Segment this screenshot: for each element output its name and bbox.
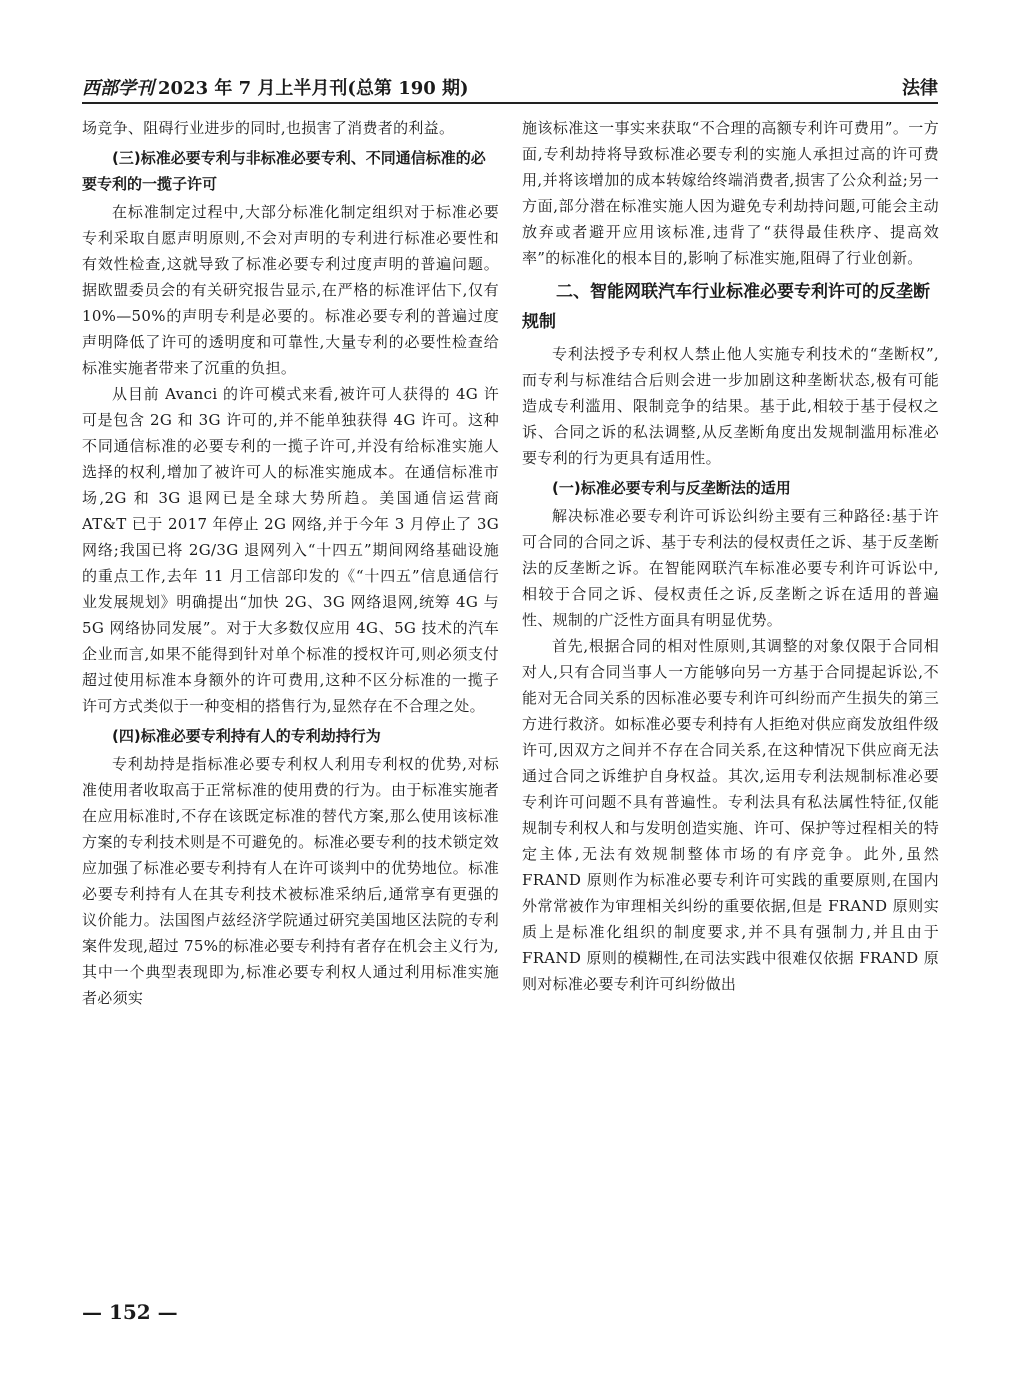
paragraph: 专利法授予专利权人禁止他人实施专利技术的“垄断权”,而专利与标准结合后则会进一步加剧这种垄断状态,极有可能造成专利滥用、限制竞争的结果。基于此,相较于基于侵权之诉、合同之诉的私法调整,从反垄断角度出发规制滥用标准必要专利的行为更具有适用性。 <box>522 345 939 467</box>
paragraph: 首先,根据合同的相对性原则,其调整的对象仅限于合同相对人,只有合同当事人一方能够向另一方基于合同提起诉讼,不能对无合同关系的因标准必要专利许可纠纷而产生损失的第三方进行救济。如标准必要专利持有人拒绝对供应商发放组件级许可,因双方之间并不存在合同关系,在这种情况下供应商无法通过合同之诉维护自身权益。其次,运用专利法规制标准必要专利许可问题不具有普遍性。专利法具有私法属性特征,仅能规制专利权人和与发明创造实施、许可、保护等过程相关的特定主体,无法有效规制整体市场的有序竞争。此外,虽然 FRAND 原则作为标准必要专利许可实践的重要原则,在国内外常常被作为审理相关纠纷的重要依据,但是 FRAND 原则实质上是标准化组织的制度要求,并不具有强制力,并且由于 FRAND 原则的模糊性,在司法实践中很难仅依据 FRAND 原则对标准必要专利许可纠纷做出 <box>522 637 939 993</box>
issue-info: 2023 年 7 月上半月刊(总第 190 期) <box>158 78 469 99</box>
section-label: 法律 <box>902 78 938 99</box>
running-header <box>82 72 938 104</box>
subsection-heading: (四)标准必要专利持有人的专利劫持行为 <box>112 727 381 745</box>
journal-logo: 西部学刊 <box>82 78 154 99</box>
section-heading: 二、智能网联汽车行业标准必要专利许可的反垄断规制 <box>522 282 930 332</box>
paragraph: 从目前 Avanci 的许可模式来看,被许可人获得的 4G 许可是包含 2G 和 3G 许可的,并不能单独获得 4G 许可。这种不同通信标准的必要专利的一揽子许可,并没有给标准实施人选择的权利,增加了被许可人的标准实施成本。在通信标准市场,2G 和 3G 退网已是全球大势所趋。美国通信运营商 AT&T 已于 2017 年停止 2G 网络,并于今年 3 月停止了 3G 网络;我国已将 2G/3G 退网列入“十四五”期间网络基础设施的重点工作,去年 11 月工信部印发的《“十四五”信息通信行业发展规划》明确提出“加快 2G、3G 网络退网,统筹 4G 与 5G 网络协同发展”。对于大多数仅应用 4G、5G 技术的汽车企业而言,如果不能得到针对单个标准的授权许可,则必须支付超过使用标准本身额外的许可费用,这种不区分标准的一揽子许可方式类似于一种变相的搭售行为,显然存在不合理之处。 <box>82 385 499 715</box>
subsection-heading: (三)标准必要专利与非标准必要专利、不同通信标准的必要专利的一揽子许可 <box>82 149 486 193</box>
paragraph: 解决标准必要专利许可诉讼纠纷主要有三种路径:基于许可合同的合同之诉、基于专利法的侵权责任之诉、基于反垄断法的反垄断之诉。在智能网联汽车标准必要专利许可诉讼中,相较于合同之诉、侵权责任之诉,反垄断之诉在适用的普遍性、规制的广泛性方面具有明显优势。 <box>522 507 939 629</box>
right-column <box>522 115 939 1305</box>
left-column <box>82 115 499 1305</box>
paragraph: 施该标准这一事实来获取“不合理的高额专利许可费用”。一方面,专利劫持将导致标准必要专利的实施人承担过高的许可费用,并将该增加的成本转嫁给终端消费者,损害了公众利益;另一方面,部分潜在标准实施人因为避免专利劫持问题,可能会主动放弃或者避开应用该标准,违背了“获得最佳秩序、提高效率”的标准化的根本目的,影响了标准实施,阻碍了行业创新。 <box>522 119 939 267</box>
page-number: — 152 — <box>82 1300 178 1324</box>
journal-title <box>82 74 469 100</box>
paragraph: 场竞争、阻碍行业进步的同时,也损害了消费者的利益。 <box>82 119 455 137</box>
paragraph: 专利劫持是指标准必要专利权人利用专利权的优势,对标准使用者收取高于正常标准的使用费的行为。由于标准实施者在应用标准时,不存在该既定标准的替代方案,那么使用该标准方案的专利技术则是不可避免的。标准必要专利的技术锁定效应加强了标准必要专利持有人在许可谈判中的优势地位。标准必要专利持有人在其专利技术被标准采纳后,通常享有更强的议价能力。法国图卢兹经济学院通过研究美国地区法院的专利案件发现,超过 75%的标准必要专利持有者存在机会主义行为,其中一个典型表现即为,标准必要专利权人通过利用标准实施者必须实 <box>82 755 499 1007</box>
paragraph: 在标准制定过程中,大部分标准化制定组织对于标准必要专利采取自愿声明原则,不会对声明的专利进行标准必要性和有效性检查,这就导致了标准必要专利过度声明的普遍问题。据欧盟委员会的有关研究报告显示,在严格的标准评估下,仅有 10%—50%的声明专利是必要的。标准必要专利的普遍过度声明降低了许可的透明度和可靠性,大量专利的必要性检查给标准实施者带来了沉重的负担。 <box>82 203 499 377</box>
subsection-heading: (一)标准必要专利与反垄断法的适用 <box>552 479 791 497</box>
